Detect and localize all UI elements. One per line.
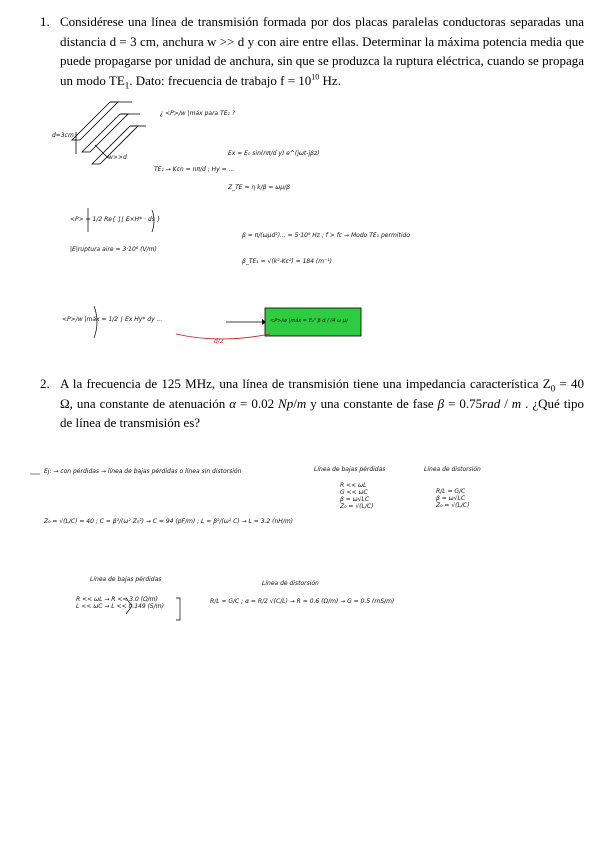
list-item: Z₀ = √(L/C): [436, 502, 470, 509]
note2-bottom-title1: Línea de bajas pérdidas: [90, 576, 162, 583]
note2-header: Ej: → con pérdidas → línea de bajas pérdidas o línea sin distorsión: [44, 468, 242, 475]
note2-bottom-list1: [76, 596, 164, 610]
note-ex: Ex = E₀ sin(nπ/d y) e^(jωt-jβz): [228, 150, 320, 157]
note-zte: Z_TE = η k/β = ωμ/β: [228, 184, 290, 191]
note-emax: |E|ruptura aire = 3·10⁶ (V/m): [70, 246, 157, 253]
note2-col2-title: Línea de distorsión: [424, 466, 481, 473]
note-w: w>>d: [108, 154, 127, 161]
note-integral: <P>/w |máx = 1/2 ∫ Ex Hy* dy ...: [62, 316, 163, 323]
problem-2-text: A la frecuencia de 125 MHz, una línea de transmisión tiene una impedancia característica $Z_0 = 40$ Ω, una constante de atenuación α = 0.02 Np/m y una constante de fase β = 0.75rad / m . ¿Qué tipo de línea de transmisión es?: [60, 376, 584, 431]
problem-1-number: 1.: [40, 14, 50, 29]
list-item: R/L = G/C: [436, 488, 466, 495]
list-item: G << ωC: [340, 489, 368, 496]
note-beta-value: β_TE₁ = √(k²-Kc²) = 184 (m⁻¹): [242, 258, 333, 265]
note2-col2-list: [436, 488, 469, 509]
problem-2-number: 2.: [40, 376, 50, 391]
problem-1-text: Considérese una línea de transmisión formada por dos placas paralelas conductoras separadas una distancia d = 3 cm, anchura w >> d y con aire entre ellas. Determinar la máxima potencia media que puede propagarse por unidad de anchura, sin que se produzca la ruptura eléctrica, cuando se propaga un modo $TE_1$. Dato: frecuencia de trabajo $f = 10^{10}$ Hz.: [60, 14, 584, 91]
note-integral-end: d/2: [214, 338, 224, 345]
list-item: Z₀ = √(L/C): [340, 503, 374, 510]
note-te: TE₁ → Kcn = nπ/d ; Hy = ...: [154, 166, 235, 173]
note2-bottom-line2: R/L = G/C ; α = R/2 √(C/L) → R = 0.6 (Ω/m) → G = 0.5 (mS/m): [210, 598, 395, 605]
list-item: L << ωC → L << 0.149 (S/m): [76, 603, 164, 610]
list-item: β = ω√LC: [436, 495, 466, 502]
note-result: <P>/w |máx = E₀² β d / (4 ω μ): [270, 318, 348, 324]
note-d: d=3cm: [52, 132, 74, 139]
list-item: β = ω√LC: [340, 496, 370, 503]
note2-bottom-title2: Línea de distorsión: [262, 580, 319, 587]
note2-col1-list: [340, 482, 373, 510]
note-question: ¿ <P>/w |máx para TE₁ ?: [160, 110, 236, 117]
note2-z0: Z₀ = √(L/C) = 40 ; C = β²/(ω² Z₀²) → C = 94 (pF/m) ; L = β²/(ω² C) → L = 3.2 (nH/m): [44, 518, 293, 525]
note2-col1-title: Línea de bajas pérdidas: [314, 466, 386, 473]
problem-2: [40, 374, 584, 433]
note-pdef: <P> = 1/2 Re{ ∫∫ E×H* · ds }: [70, 216, 161, 223]
note-beta: β = π/(ωμd²)... = 5·10⁹ Hz ; f > fc → Modo TE₁ permitido: [242, 232, 410, 239]
list-item: R << ωL → R << 3.0 (Ω/m): [76, 596, 158, 603]
list-item: R << ωL: [340, 482, 367, 489]
